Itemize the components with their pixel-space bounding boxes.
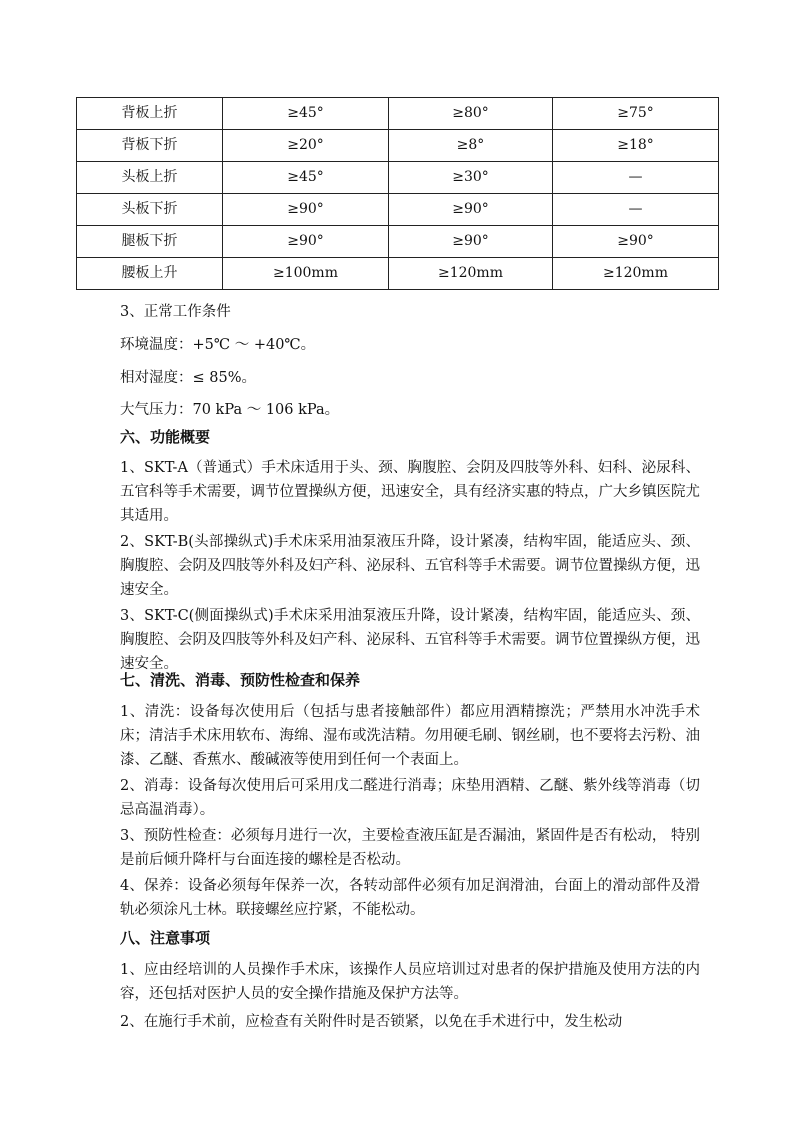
table-cell: ≥90° [223, 194, 389, 226]
section7-paragraph-4: 4、保养：设备必须每年保养一次，各转动部件必须有加足润滑油，台面上的滑动部件及滑轨必须涂凡士林。联接螺丝应拧紧，不能松动。 [120, 878, 700, 918]
table-row [77, 194, 719, 226]
table-cell: ≥80° [389, 98, 553, 130]
table-row [77, 162, 719, 194]
pressure-text: 大气压力：70 kPa ～ 106 kPa。 [120, 402, 340, 418]
spec-table [76, 97, 719, 290]
table-cell: — [553, 194, 719, 226]
section8-heading: 八、注意事项 [120, 929, 211, 947]
section7-heading: 七、清洗、消毒、预防性检查和保养 [120, 671, 361, 689]
section6-paragraph-3: 3、SKT-C(侧面操纵式)手术床采用油泵液压升降，设计紧凑，结构牢固，能适应头、颈、胸腹腔、会阴及四肢等外科及妇产科、泌尿科、五官科等手术需要。调节位置操纵方便，迅速安全。 [120, 608, 700, 672]
section8-paragraph-2: 2、在施行手术前，应检查有关附件时是否锁紧，以免在手术进行中，发生松动 [120, 1014, 623, 1030]
table-cell: ≥8° [389, 130, 553, 162]
table-row [77, 226, 719, 258]
section6-paragraph-1: 1、SKT-A（普通式）手术床适用于头、颈、胸腹腔、会阴及四肢等外科、妇科、泌尿科、五官科等手术需要，调节位置操纵方便，迅速安全，具有经济实惠的特点，广大乡镇医院尤其适用。 [120, 460, 700, 524]
table-row-label: 背板上折 [77, 98, 223, 130]
table-row-label: 背板下折 [77, 130, 223, 162]
table-cell: ≥90° [223, 226, 389, 258]
section7-paragraph-3: 3、预防性检查：必须每月进行一次，主要检查液压缸是否漏油，紧固件是否有松动， 特别是前后倾升降杆与台面连接的螺栓是否松动。 [120, 828, 700, 868]
table-cell: ≥30° [389, 162, 553, 194]
table-cell: ≥75° [553, 98, 719, 130]
section7-paragraph-1: 1、清洗：设备每次使用后（包括与患者接触部件）都应用酒精擦洗；严禁用水冲洗手术床；清洁手术床用软布、海绵、湿布或洗洁精。勿用硬毛刷、钢丝刷，也不要将去污粉、油漆、乙醚、香蕉水、酸碱液等使用到任何一个表面上。 [120, 704, 700, 768]
section6-paragraph-2: 2、SKT-B(头部操纵式)手术床采用油泵液压升降，设计紧凑，结构牢固，能适应头、颈、胸腹腔、会阴及四肢等外科及妇产科、泌尿科、五官科等手术需要。调节位置操纵方便，迅速安全。 [120, 534, 700, 598]
table-cell: ≥90° [553, 226, 719, 258]
table-cell: — [553, 162, 719, 194]
spec-table-body [77, 98, 719, 290]
table-cell: ≥18° [553, 130, 719, 162]
table-row-label: 头板上折 [77, 162, 223, 194]
table-row-label: 头板下折 [77, 194, 223, 226]
table-row [77, 98, 719, 130]
table-cell: ≥45° [223, 98, 389, 130]
table-cell: ≥90° [389, 226, 553, 258]
table-cell: ≥20° [223, 130, 389, 162]
table-row-label: 腿板下折 [77, 226, 223, 258]
table-row [77, 258, 719, 290]
table-cell: ≥120mm [389, 258, 553, 290]
conditions-heading: 3、正常工作条件 [120, 304, 231, 320]
section7-paragraph-2: 2、消毒：设备每次使用后可采用戊二醛进行消毒；床垫用酒精、乙醚、紫外线等消毒（切忌高温消毒）。 [120, 778, 700, 818]
table-row [77, 130, 719, 162]
table-cell: ≥100mm [223, 258, 389, 290]
table-cell: ≥45° [223, 162, 389, 194]
table-row-label: 腰板上升 [77, 258, 223, 290]
humidity-text: 相对湿度：≤ 85%。 [120, 370, 256, 386]
temperature-text: 环境温度：+5℃ ～ +40℃。 [120, 337, 316, 353]
table-cell: ≥120mm [553, 258, 719, 290]
table-cell: ≥90° [389, 194, 553, 226]
section8-paragraph-1: 1、应由经培训的人员操作手术床，该操作人员应培训过对患者的保护措施及使用方法的内容，还包括对医护人员的安全操作措施及保护方法等。 [120, 962, 700, 1002]
section6-heading: 六、功能概要 [120, 428, 211, 446]
